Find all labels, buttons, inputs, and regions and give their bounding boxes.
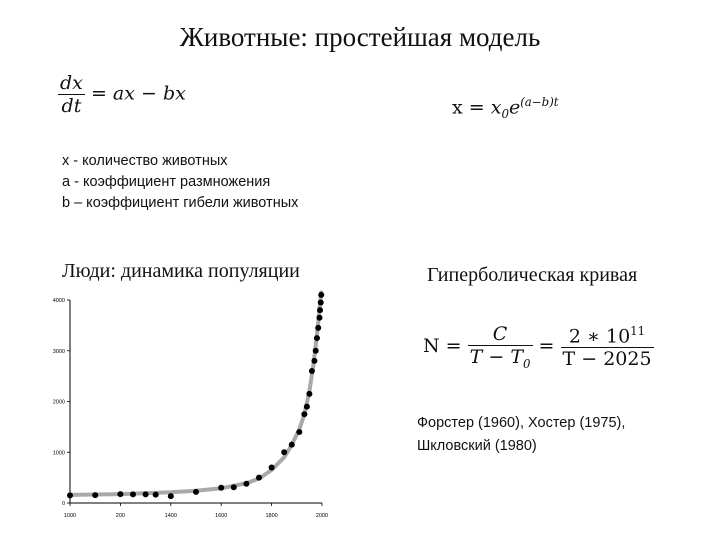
eq3-fraction-2: [561, 324, 654, 370]
data-point: [243, 481, 249, 487]
eq3-frac1-denominator: [468, 345, 533, 371]
fitted-curve: [70, 292, 321, 495]
y-tick-label: 4000: [52, 298, 65, 304]
x-tick-label: 1400: [164, 513, 177, 519]
slide-title: Животные: простейшая модель: [179, 22, 541, 52]
eq3-frac2-num-text: 2 ∗ 10: [568, 325, 631, 348]
eq3-frac1-numerator: C: [492, 323, 508, 345]
eq3-lhs: N: [423, 334, 440, 357]
definition-b: b – коэффициент гибели животных: [62, 195, 299, 211]
data-point: [311, 358, 317, 364]
reference-line-2: Шкловский (1980): [417, 438, 537, 454]
data-point: [315, 325, 321, 331]
eq2-subscript: 0: [501, 107, 509, 122]
chart-points-layer: [67, 292, 324, 499]
derivative-fraction: [58, 72, 85, 117]
data-point: [193, 489, 199, 495]
references: [417, 412, 625, 458]
chart-axes: [53, 298, 328, 519]
data-point: [153, 492, 159, 498]
data-point: [304, 404, 310, 410]
data-point: [168, 493, 174, 499]
data-point: [67, 492, 73, 498]
differential-equation: [58, 72, 186, 117]
data-point: [289, 442, 295, 448]
data-point: [317, 307, 323, 313]
data-point: [306, 391, 312, 397]
data-point: [301, 411, 307, 417]
eq2-x: x: [490, 96, 502, 119]
data-point: [314, 335, 320, 341]
data-point: [92, 492, 98, 498]
x-tick-label: 200: [115, 513, 125, 519]
data-point: [218, 485, 224, 491]
variable-definitions: [62, 151, 298, 214]
y-tick-label: 1000: [52, 450, 65, 457]
eq2-equals: =: [468, 96, 485, 119]
data-point: [269, 464, 275, 470]
data-point: [143, 491, 149, 497]
eq3-equals-2: =: [538, 334, 555, 357]
derivative-numerator: dx: [60, 72, 83, 94]
data-point: [318, 292, 324, 298]
x-tick-label: 1000: [63, 513, 77, 519]
definition-x: x - количество животных: [62, 153, 228, 169]
eq2-base: e: [508, 96, 521, 119]
eq2-exponent: (a−b)t: [520, 95, 559, 109]
chart-curve-layer: [70, 292, 321, 495]
data-point: [313, 348, 319, 354]
x-tick-label: 1600: [215, 513, 228, 519]
x-tick-label: 2000: [315, 513, 329, 519]
y-tick-label: 0: [61, 501, 65, 507]
reference-line-1: Форстер (1960), Хостер (1975),: [417, 415, 626, 431]
eq3-frac1-den-text: T − T: [469, 346, 523, 368]
data-point: [231, 484, 237, 490]
eq2-lhs: x: [452, 96, 463, 119]
eq3-fraction-1: [468, 323, 533, 371]
eq3-frac2-denominator: T − 2025: [562, 348, 652, 371]
eq3-frac2-num-sup: 11: [630, 323, 646, 338]
eq3-frac2-numerator: [561, 324, 654, 347]
data-point: [281, 449, 287, 455]
hyperbola-heading: Гиперболическая кривая: [427, 264, 638, 286]
data-point: [309, 368, 315, 374]
data-point: [256, 475, 262, 481]
population-chart: [40, 290, 340, 530]
data-point: [318, 300, 324, 306]
eq3-frac1-den-sub: 0: [523, 356, 531, 371]
data-point: [296, 429, 302, 435]
y-tick-label: 3000: [52, 348, 65, 355]
derivative-denominator: dt: [58, 94, 85, 117]
eq3-equals-1: =: [445, 334, 462, 357]
data-point: [117, 491, 123, 497]
data-point: [130, 491, 136, 497]
data-point: [316, 315, 322, 321]
people-heading: Люди: динамика популяции: [62, 260, 300, 282]
equation1-rhs: = ax − bx: [90, 82, 186, 105]
exponential-solution: [452, 95, 559, 121]
definition-a: a - коэффициент размножения: [62, 174, 271, 190]
y-tick-label: 2000: [52, 399, 65, 406]
hyperbolic-equation: [423, 323, 654, 371]
x-tick-label: 1800: [265, 513, 278, 519]
